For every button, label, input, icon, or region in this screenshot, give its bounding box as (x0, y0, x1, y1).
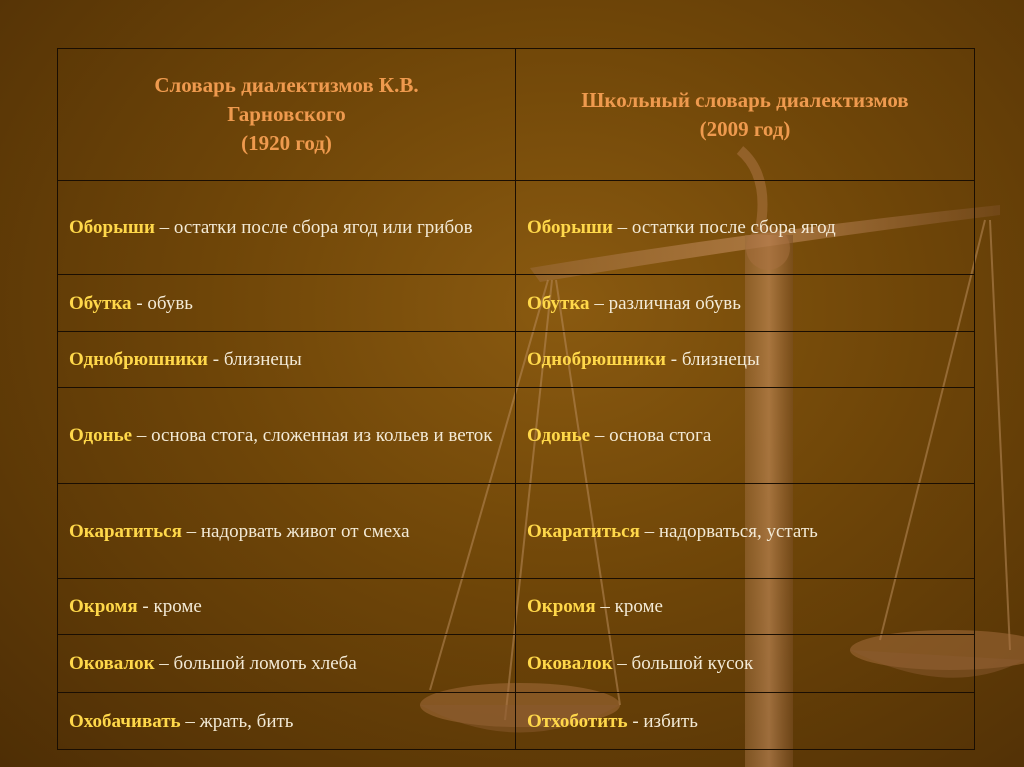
term-definition: – жрать, бить (180, 710, 294, 732)
dialect-term: Одонье (69, 425, 133, 446)
dialect-term: Одонье (527, 425, 591, 446)
table-row (58, 388, 975, 484)
dialect-term: Окаратиться (69, 520, 182, 542)
table-cell (516, 181, 975, 275)
dialect-term: Однобрюшники (527, 349, 667, 370)
term-definition: - близнецы (208, 349, 302, 370)
table-cell (58, 388, 516, 484)
table-cell (516, 275, 975, 332)
header-line: (2009 год) (699, 116, 791, 141)
table-cell (516, 388, 975, 484)
dialect-term: Оборыши (69, 217, 155, 238)
table-row (58, 484, 975, 579)
header-garnovsky-dictionary (58, 49, 516, 181)
dialect-dictionary-table (57, 48, 975, 750)
table-cell (58, 693, 516, 750)
table-cell (516, 484, 975, 579)
header-line: Школьный словарь диалектизмов (581, 87, 909, 112)
header-line: Словарь диалектизмов К.В. (154, 73, 419, 97)
table-cell (516, 693, 975, 750)
dialect-term: Однобрюшники (69, 349, 209, 370)
term-definition: – кроме (595, 596, 663, 617)
dialect-term: Оборыши (527, 217, 613, 238)
table-cell (58, 579, 516, 635)
table-cell (58, 332, 516, 388)
table-cell (516, 635, 975, 693)
table-header-row (58, 49, 975, 181)
dialect-term: Обутка (69, 292, 132, 314)
term-definition: – различная обувь (589, 292, 741, 314)
table-row (58, 579, 975, 635)
dialect-term: Оковалок (69, 653, 155, 674)
term-definition: - близнецы (666, 349, 760, 370)
dialect-term: Окаратиться (527, 520, 640, 542)
term-definition: – основа стога (590, 425, 712, 446)
table-row (58, 635, 975, 693)
term-definition: – надорваться, устать (639, 520, 818, 542)
header-school-dictionary (516, 49, 975, 181)
table-cell (58, 484, 516, 579)
table-cell (516, 332, 975, 388)
dialect-term: Обутка (527, 292, 590, 314)
dialect-term: Отхоботить (527, 710, 628, 732)
term-definition: - кроме (137, 596, 202, 617)
table-cell (58, 275, 516, 332)
dialect-term: Охобачивать (69, 710, 181, 732)
term-definition: - обувь (131, 292, 193, 314)
header-line: (1920 год) (241, 131, 332, 155)
term-definition: – большой ломоть хлеба (154, 653, 357, 674)
term-definition: – остатки после сбора ягод (612, 217, 836, 238)
table-row (58, 275, 975, 332)
term-definition: – основа стога, сложенная из кольев и веток (132, 425, 493, 446)
dialect-term: Окромя (527, 596, 596, 617)
table-row (58, 332, 975, 388)
table-cell (58, 635, 516, 693)
term-definition: – надорвать живот от смеха (181, 520, 410, 542)
table-row (58, 693, 975, 750)
table-cell (58, 181, 516, 275)
dialect-term: Окромя (69, 596, 138, 617)
table-cell (516, 579, 975, 635)
header-line: Гарновского (227, 102, 346, 126)
term-definition: - избить (627, 710, 698, 732)
term-definition: – большой кусок (612, 653, 754, 674)
table-row (58, 181, 975, 275)
term-definition: – остатки после сбора ягод или грибов (154, 217, 473, 238)
dialect-term: Оковалок (527, 653, 613, 674)
